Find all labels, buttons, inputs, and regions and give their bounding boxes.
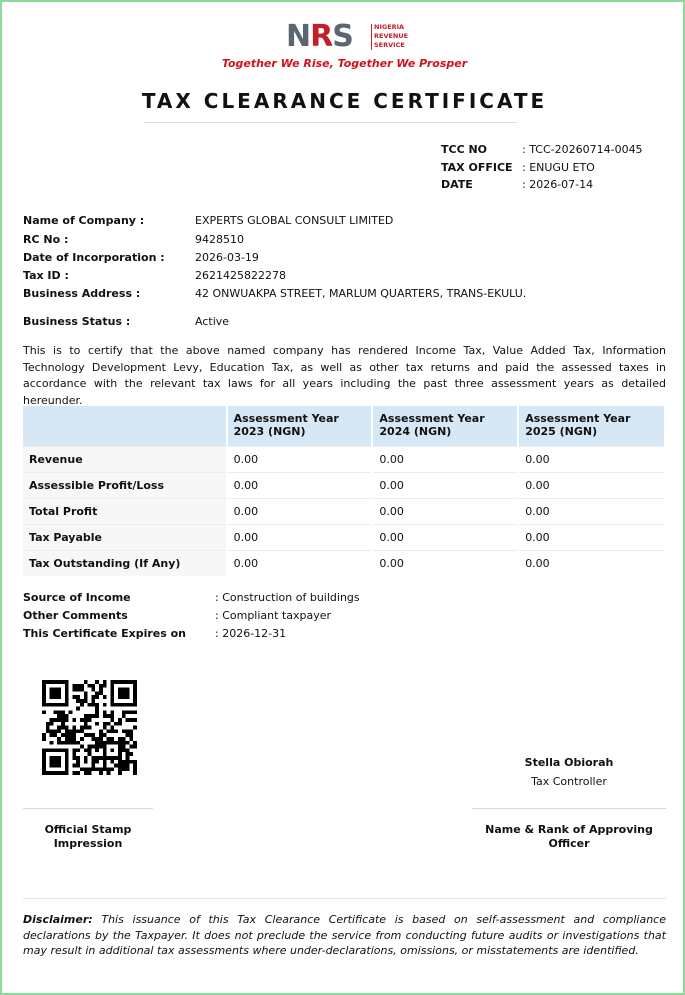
table-cell: 0.00 — [372, 524, 518, 550]
row-label: Total Profit — [23, 498, 227, 524]
table-cell: 0.00 — [372, 498, 518, 524]
disclaimer-lead: Disclaimer: — [23, 913, 93, 926]
table-header-cell: Assessment Year 2024 (NGN) — [372, 406, 518, 446]
certification-statement: This is to certify that the above named company has rendered Income Tax, Value Added Tax, Information Technology Development Levy, Education Tax, as well as other tax returns and paid the assessed taxes in accordance with the relevant tax laws for all years including the past three assessment years as detailed hereunder. — [23, 344, 666, 407]
table-header-cell: Assessment Year 2025 (NGN) — [518, 406, 665, 446]
table-cell: 0.00 — [372, 472, 518, 498]
table-cell: 0.00 — [518, 472, 665, 498]
table-cell: 0.00 — [227, 524, 373, 550]
page-title: TAX CLEARANCE CERTIFICATE — [141, 89, 548, 113]
tax-id-row: Tax ID : 2621425822278 — [23, 269, 286, 282]
row-label: Tax Outstanding (If Any) — [23, 550, 227, 576]
row-label: Assessible Profit/Loss — [23, 472, 227, 498]
stamp-signature-line — [23, 808, 153, 809]
table-cell: 0.00 — [227, 498, 373, 524]
table-row — [23, 472, 665, 498]
row-label: Tax Payable — [23, 524, 227, 550]
tagline: Together We Rise, Together We Prosper — [221, 57, 468, 70]
table-header-cell: Assessment Year 2023 (NGN) — [227, 406, 373, 446]
table-cell: 0.00 — [227, 550, 373, 576]
table-cell: 0.00 — [518, 498, 665, 524]
table-header-cell — [23, 406, 227, 446]
table-cell: 0.00 — [227, 446, 373, 472]
table-cell: 0.00 — [518, 524, 665, 550]
disclaimer-divider — [23, 898, 666, 899]
business-status-row: Business Status : Active — [23, 315, 230, 328]
title-divider — [144, 122, 517, 123]
officer-label: Name & Rank of Approving Officer — [485, 823, 653, 850]
table-cell: 0.00 — [518, 550, 665, 576]
table-row — [23, 550, 665, 576]
nrs-logo-icon: NRS NIGERIA REVENUE SERVICE — [286, 19, 409, 54]
stamp-label: Official Stamp Impression — [44, 823, 132, 850]
signer-role: Tax Controller — [531, 775, 607, 788]
certificate-page: NRS NIGERIA REVENUE SERVICE Together We Rise, Together We Prosper TAX CLEARANCE CERTIFICATE TCC NO : TCC-20260714-0045 TAX OFFICE : ENUGU ETO DATE : 2026-07-14 Name of Company : EXPERTS GLOBAL CONSULT LIMITED RC No : 9428510 Date of Incorporation : 2026-03-19 Tax ID : 2621425822278 Business Address : 42 ONWUAKPA STREET, MARLUM QUARTERS, TRANS-EKULU. Business Status : Active This is to certify that the above named company has rendered Income Tax, Value Added Tax, Information Technology Development Levy, Education Tax, as well as other tax returns and paid the assessed taxes in accordance with the relevant tax laws for all years including the past three assessment years as detailed hereunder. Assessment Year 2023 (NGN) Assessment Year 2024 (NGN) Assessment Year 2025 (NGN) Revenue 0.00 0.00 0.00 Assessible Profit/Loss 0.00 0.00 0.00 Total Profit 0.00 0.00 0.00 Tax Payable 0.00 0.00 0.00 Tax Outstanding (If Any) 0.00 0.00 0.00 Source of Income : Construction of buildings Other Comments : Compliant taxpayer This Certificate Expires on : 2026-12-31 Stella Obiorah Tax Controller Official Stamp Impression Name & Rank of Approving Officer Disclaimer: This issuance of this Tax Clearance Certificate is based on self-assessment and compliance declarations by the Taxpayer. It does not preclude the service from conducting future audits or investigations that may result in additional tax assessments where under-declarations, omissions, or misstatements are identified. — [0, 0, 685, 995]
table-row — [23, 524, 665, 550]
officer-signature-line — [472, 808, 666, 809]
table-cell: 0.00 — [227, 472, 373, 498]
table-cell: 0.00 — [372, 446, 518, 472]
table-row — [23, 498, 665, 524]
assessment-table — [23, 406, 666, 576]
table-header-row — [23, 406, 665, 446]
table-cell: 0.00 — [372, 550, 518, 576]
company-name-row: Name of Company : EXPERTS GLOBAL CONSULT LIMITED — [23, 214, 394, 227]
qr-code-icon — [42, 680, 137, 775]
rc-no-row: RC No : 9428510 — [23, 233, 244, 246]
table-row — [23, 446, 665, 472]
signer-name: Stella Obiorah — [524, 756, 614, 769]
disclaimer — [23, 912, 666, 959]
disclaimer-text: This issuance of this Tax Clearance Certificate is based on self-assessment and compliance declarations by the Taxpayer. It does not preclude the service from conducting future audits or investigations that may result in additional tax assessments where under-declarations, omissions, or misstatements are identified. — [23, 913, 666, 957]
table-cell: 0.00 — [518, 446, 665, 472]
incorporation-row: Date of Incorporation : 2026-03-19 — [23, 251, 259, 264]
row-label: Revenue — [23, 446, 227, 472]
business-address-row: Business Address : 42 ONWUAKPA STREET, MARLUM QUARTERS, TRANS-EKULU. — [23, 287, 527, 300]
